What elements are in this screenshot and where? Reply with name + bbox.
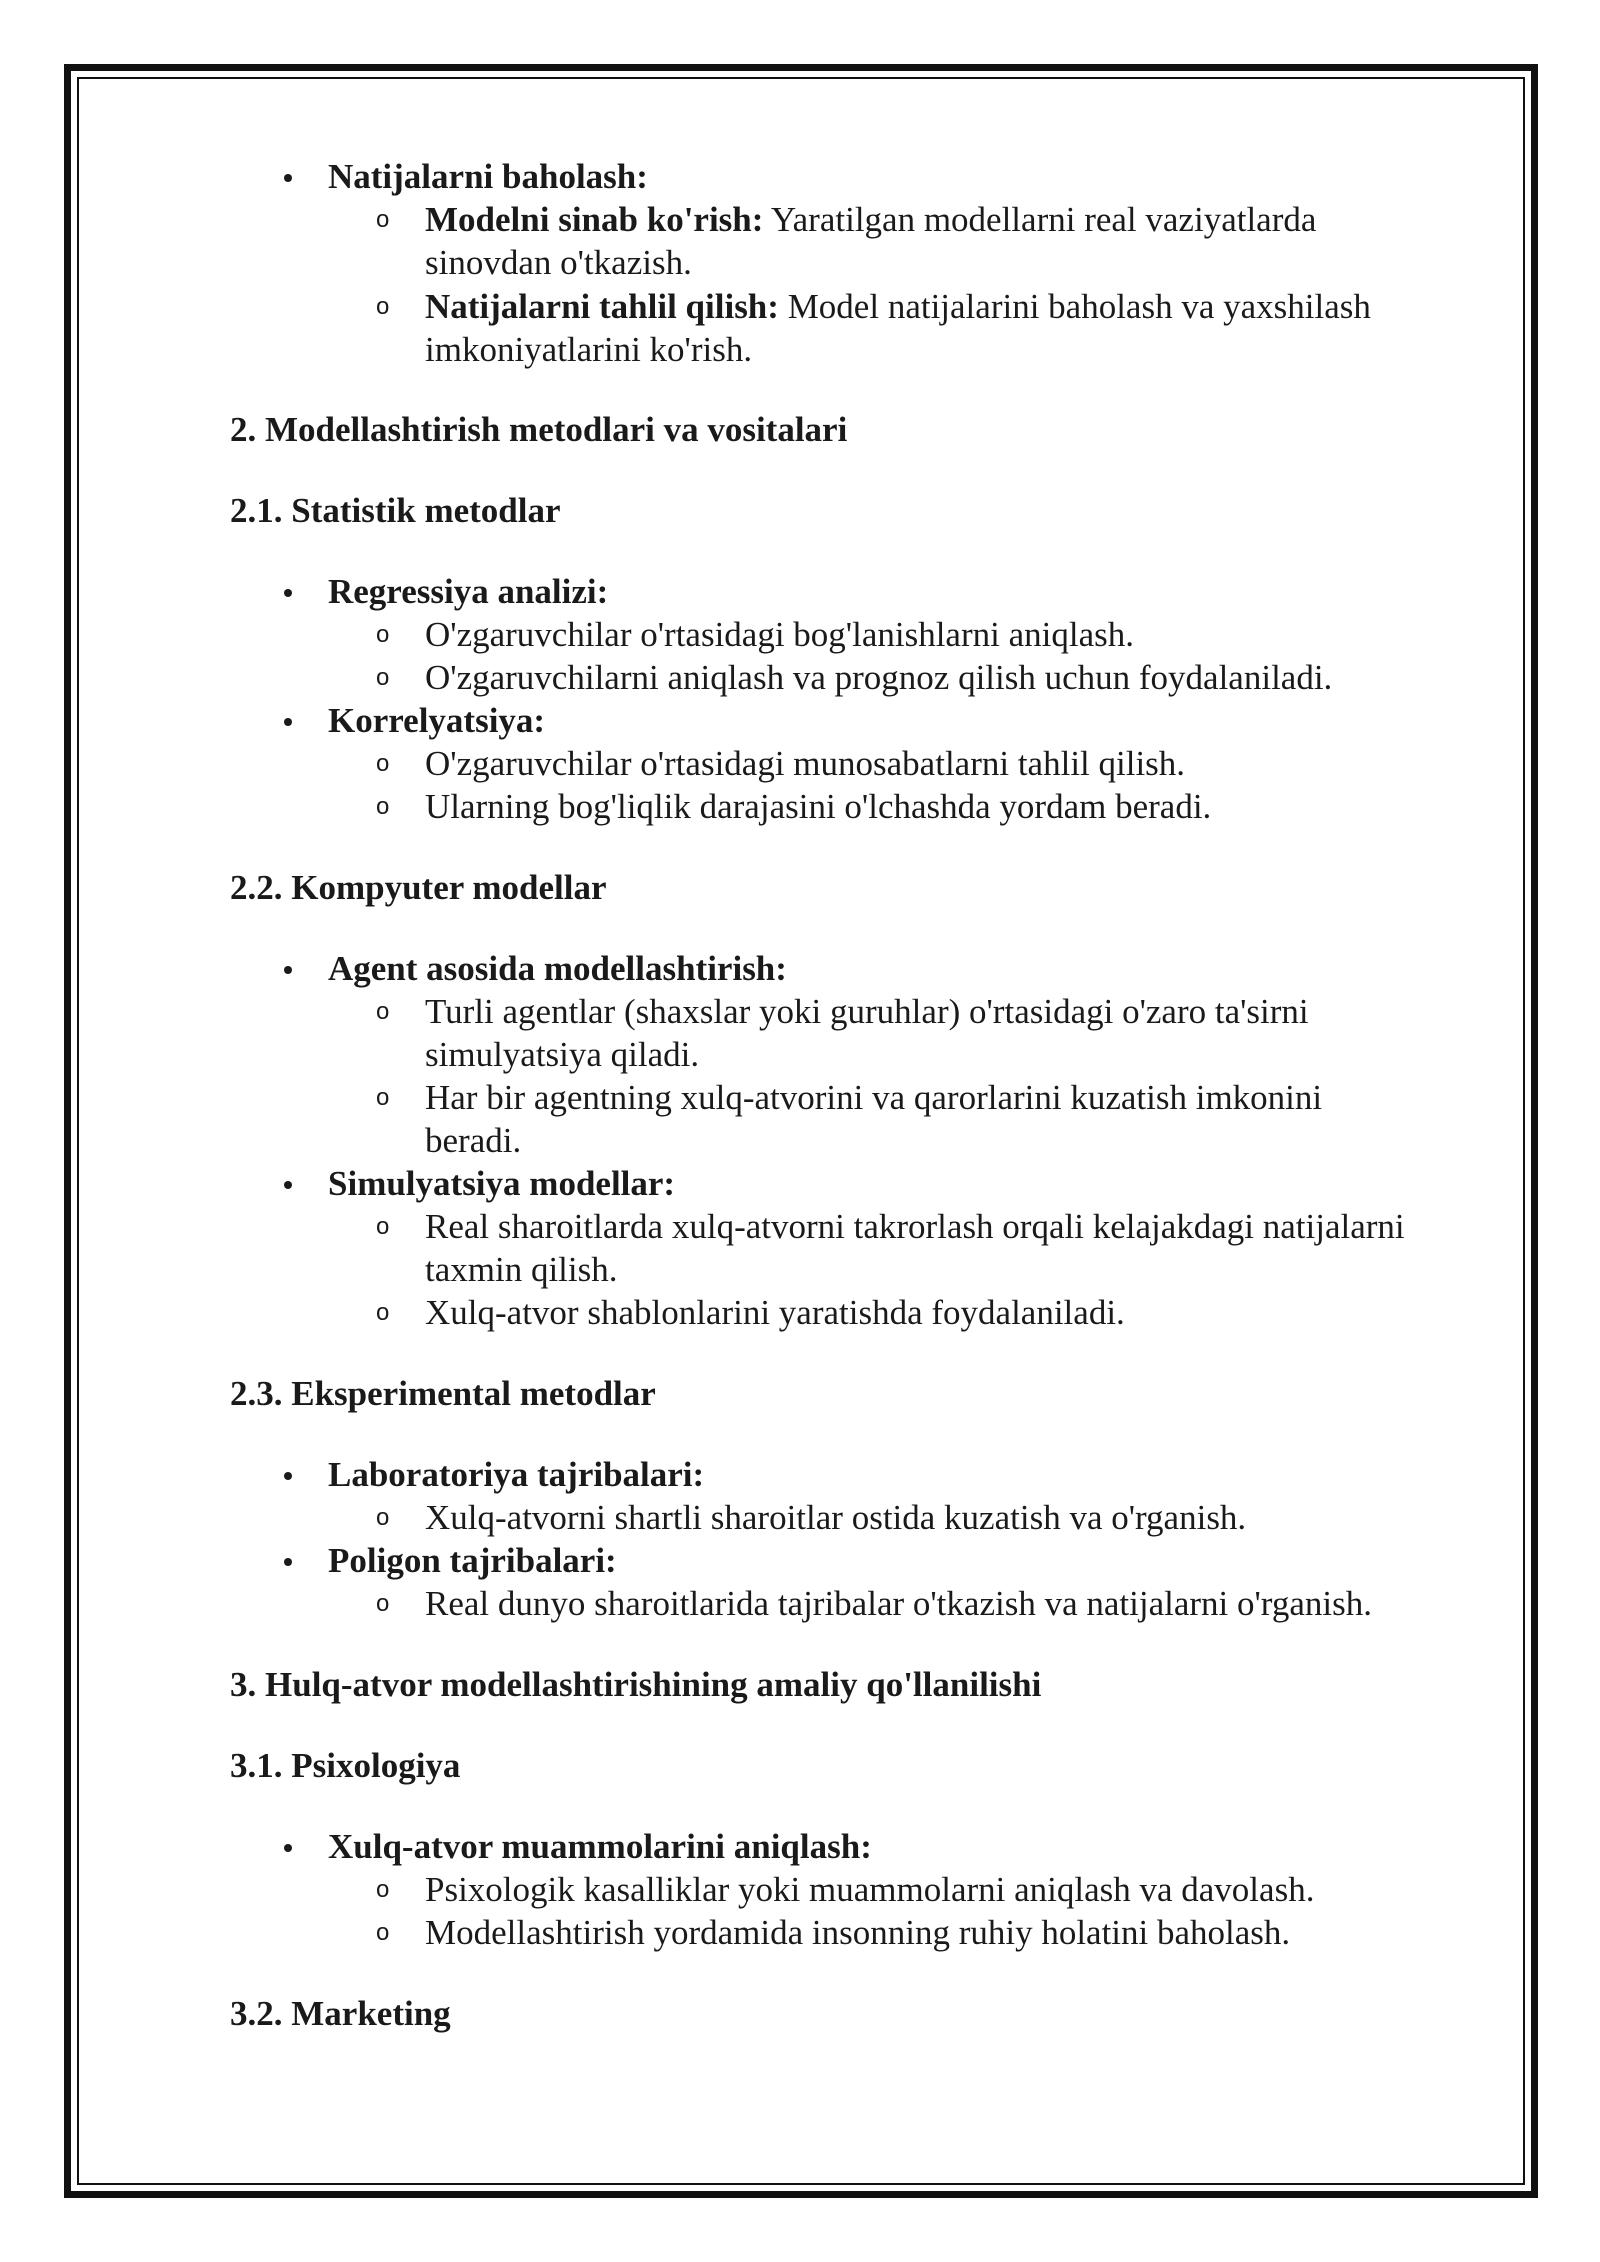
continuation-line bbox=[425, 328, 752, 372]
sub-bullet-item bbox=[376, 785, 1212, 829]
sub-bullet-circle-icon: o bbox=[376, 1919, 390, 1946]
continuation-line bbox=[425, 1248, 618, 1292]
bullet-item bbox=[328, 947, 787, 991]
body-text: Har bir agentning xulq-atvorini va qarorlarini kuzatish imkonini bbox=[425, 1078, 1323, 1117]
sub-bullet-item bbox=[376, 1868, 1315, 1912]
bullet-dot-icon bbox=[284, 718, 292, 726]
bold-lead-text: Regressiya analizi: bbox=[328, 572, 609, 611]
sub-bullet-item bbox=[376, 1205, 1405, 1249]
sub-bullet-circle-icon: o bbox=[376, 621, 390, 648]
section-heading bbox=[230, 1372, 656, 1416]
bold-lead-text: Laboratoriya tajribalari: bbox=[328, 1455, 705, 1494]
heading-text: 3.1. Psixologiya bbox=[230, 1746, 461, 1785]
sub-bullet-item bbox=[376, 285, 1371, 329]
section-heading bbox=[230, 866, 607, 910]
body-text: sinovdan o'tkazish. bbox=[425, 243, 692, 282]
sub-bullet-item bbox=[376, 1076, 1323, 1120]
body-text: Xulq-atvor shablonlarini yaratishda foydalaniladi. bbox=[425, 1293, 1125, 1332]
continuation-line bbox=[425, 241, 692, 285]
sub-bullet-circle-icon: o bbox=[376, 1876, 390, 1903]
bullet-dot-icon bbox=[284, 1472, 292, 1480]
bullet-dot-icon bbox=[284, 966, 292, 974]
bullet-dot-icon bbox=[284, 1558, 292, 1566]
body-text: Model natijalarini baholash va yaxshilash bbox=[778, 287, 1371, 326]
bullet-item bbox=[328, 1162, 675, 1206]
sub-bullet-item bbox=[376, 1496, 1247, 1540]
heading-text: 3. Hulq-atvor modellashtirishining amaliy qo'llanilishi bbox=[230, 1665, 1042, 1704]
body-text: imkoniyatlarini ko'rish. bbox=[425, 330, 753, 369]
section-heading bbox=[230, 1663, 1041, 1707]
continuation-line bbox=[425, 1033, 699, 1077]
section-heading bbox=[230, 1744, 460, 1788]
sub-bullet-circle-icon: o bbox=[376, 1084, 390, 1111]
body-text: beradi. bbox=[425, 1121, 522, 1160]
sub-bullet-circle-icon: o bbox=[376, 664, 390, 691]
bullet-item bbox=[328, 155, 648, 199]
sub-bullet-circle-icon: o bbox=[376, 1299, 390, 1326]
bullet-dot-icon bbox=[284, 174, 292, 182]
body-text: O'zgaruvchilar o'rtasidagi bog'lanishlarni aniqlash. bbox=[425, 615, 1134, 654]
sub-bullet-circle-icon: o bbox=[376, 1504, 390, 1531]
sub-bullet-circle-icon: o bbox=[376, 1213, 390, 1240]
bullet-item bbox=[328, 1539, 617, 1583]
bullet-item bbox=[328, 1825, 872, 1869]
section-heading bbox=[230, 408, 847, 452]
bold-lead-text: Modelni sinab ko'rish: bbox=[425, 200, 764, 239]
body-text: Xulq-atvorni shartli sharoitlar ostida kuzatish va o'rganish. bbox=[425, 1498, 1247, 1537]
sub-bullet-circle-icon: o bbox=[376, 793, 390, 820]
sub-bullet-circle-icon: o bbox=[376, 293, 390, 320]
bold-lead-text: Simulyatsiya modellar: bbox=[328, 1164, 676, 1203]
sub-bullet-item bbox=[376, 198, 1317, 242]
sub-bullet-item bbox=[376, 1291, 1125, 1335]
sub-bullet-circle-icon: o bbox=[376, 1590, 390, 1617]
sub-bullet-item bbox=[376, 1911, 1291, 1955]
body-text: Ularning bog'liqlik darajasini o'lchashda yordam beradi. bbox=[425, 787, 1212, 826]
bullet-dot-icon bbox=[284, 589, 292, 597]
body-text: Modellashtirish yordamida insonning ruhiy holatini baholash. bbox=[425, 1913, 1291, 1952]
heading-text: 2. Modellashtirish metodlari va vositalari bbox=[230, 410, 848, 449]
body-text: simulyatsiya qiladi. bbox=[425, 1035, 700, 1074]
heading-text: 2.1. Statistik metodlar bbox=[230, 491, 561, 530]
bullet-dot-icon bbox=[284, 1844, 292, 1852]
sub-bullet-item bbox=[376, 742, 1186, 786]
sub-bullet-circle-icon: o bbox=[376, 206, 390, 233]
section-heading bbox=[230, 1992, 451, 2036]
sub-bullet-circle-icon: o bbox=[376, 998, 390, 1025]
bold-lead-text: Natijalarni tahlil qilish: bbox=[425, 287, 779, 326]
section-heading bbox=[230, 489, 561, 533]
bullet-dot-icon bbox=[284, 1181, 292, 1189]
heading-text: 2.2. Kompyuter modellar bbox=[230, 868, 607, 907]
body-text: O'zgaruvchilarni aniqlash va prognoz qilish uchun foydalaniladi. bbox=[425, 658, 1333, 697]
body-text: Psixologik kasalliklar yoki muammolarni aniqlash va davolash. bbox=[425, 1870, 1315, 1909]
continuation-line bbox=[425, 1119, 521, 1163]
sub-bullet-item bbox=[376, 990, 1309, 1034]
bold-lead-text: Poligon tajribalari: bbox=[328, 1541, 617, 1580]
bold-lead-text: Natijalarni baholash: bbox=[328, 157, 648, 196]
bold-lead-text: Xulq-atvor muammolarini aniqlash: bbox=[328, 1827, 872, 1866]
bold-lead-text: Korrelyatsiya: bbox=[328, 701, 546, 740]
body-text: taxmin qilish. bbox=[425, 1250, 618, 1289]
bullet-item bbox=[328, 570, 608, 614]
bullet-item bbox=[328, 699, 545, 743]
sub-bullet-item bbox=[376, 656, 1333, 700]
sub-bullet-item bbox=[376, 1582, 1372, 1626]
heading-text: 3.2. Marketing bbox=[230, 1994, 451, 2033]
bullet-item bbox=[328, 1453, 704, 1497]
bold-lead-text: Agent asosida modellashtirish: bbox=[328, 949, 787, 988]
body-text: Real dunyo sharoitlarida tajribalar o'tkazish va natijalarni o'rganish. bbox=[425, 1584, 1372, 1623]
heading-text: 2.3. Eksperimental metodlar bbox=[230, 1374, 656, 1413]
body-text: O'zgaruvchilar o'rtasidagi munosabatlarni tahlil qilish. bbox=[425, 744, 1186, 783]
body-text: Yaratilgan modellarni real vaziyatlarda bbox=[763, 200, 1317, 239]
sub-bullet-circle-icon: o bbox=[376, 750, 390, 777]
body-text: Turli agentlar (shaxslar yoki guruhlar) o'rtasidagi o'zaro ta'sirni bbox=[425, 992, 1309, 1031]
sub-bullet-item bbox=[376, 613, 1134, 657]
body-text: Real sharoitlarda xulq-atvorni takrorlash orqali kelajakdagi natijalarni bbox=[425, 1207, 1405, 1246]
